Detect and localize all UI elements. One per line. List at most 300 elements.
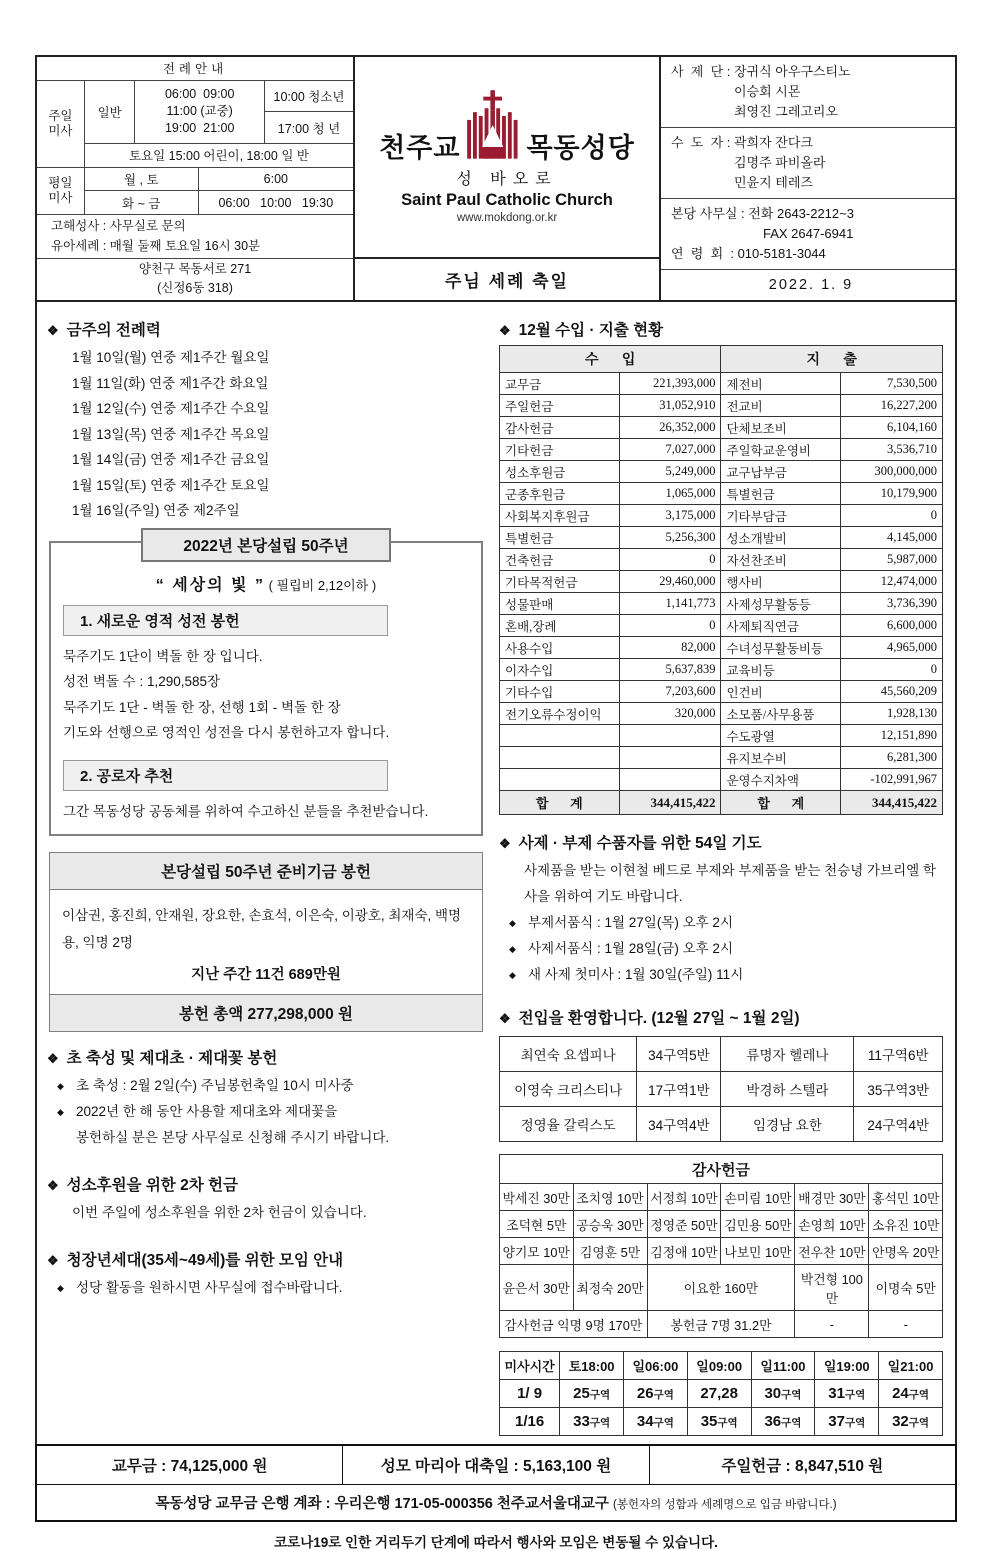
mass-schedule-table: [37, 57, 353, 300]
young-adult-mass-time: 17:00 청 년: [264, 112, 353, 144]
amount-cell: 0: [619, 549, 721, 571]
church-logo-area: [355, 57, 659, 257]
office-phone-row: [671, 204, 951, 224]
thanks-title: 감사헌금: [500, 1155, 943, 1184]
finance-section-heading: [499, 318, 943, 340]
church-website: www.mokdong.or.kr: [456, 212, 558, 224]
amount-cell: 300,000,000: [841, 461, 943, 483]
region-suffix: 구역: [589, 1417, 611, 1429]
account-name-cell: [500, 769, 620, 791]
mass-region-column-header: 일09:00: [687, 1352, 751, 1380]
finance-row: [500, 395, 943, 417]
item-diamond-icon: ◆: [57, 1107, 64, 1117]
mass-region-table: [499, 1351, 943, 1436]
anniversary-sec1-body: [63, 644, 469, 746]
patron-name: 성 바오로: [456, 171, 558, 188]
bank-account-info: 목동성당 교무금 은행 계좌 : 우리은행 171-05-000356 천주교서울대교구: [155, 1496, 613, 1512]
section-diamond-icon: ❖: [499, 836, 511, 851]
amount-cell: 12,474,000: [841, 571, 943, 593]
donor-cell: 홍석민 10만: [869, 1184, 943, 1211]
anniversary-line: 묵주기도 1단이 벽돌 한 장 입니다.: [63, 648, 263, 664]
left-column: [37, 306, 495, 1436]
welcome-row: [500, 1037, 943, 1072]
finance-header-row: [500, 346, 943, 373]
sunday-offering-amount: 주일헌금 : 8,847,510 원: [721, 1458, 884, 1475]
yeonryeong-row: [671, 244, 951, 264]
amount-cell: 45,560,209: [841, 681, 943, 703]
region-number: 36: [764, 1413, 782, 1430]
office-label: 본당 사무실 :: [671, 206, 749, 221]
anniversary-line: 묵주기도 1단 - 벽돌 한 장, 선행 1회 - 벽돌 한 장: [63, 699, 341, 715]
member-name-cell: 류명자 헬레나: [721, 1037, 854, 1072]
amount-cell: 6,600,000: [841, 615, 943, 637]
priests-list: [734, 62, 851, 122]
amount-cell: 4,145,000: [841, 527, 943, 549]
anniversary-box: [49, 537, 483, 837]
donor-cell: 이요한 160만: [647, 1265, 795, 1311]
fund-donor-names: 이삼권, 홍진희, 안재원, 장요한, 손효석, 이은숙, 이광호, 최재숙, 백명용, 익명 2명: [62, 908, 462, 950]
mon-sat-time: 6:00: [198, 167, 353, 191]
account-name-cell: 특별헌금: [721, 483, 841, 505]
income-total-amount: 344,415,422: [619, 791, 721, 815]
maria-feast-amount: 성모 마리아 대축일 : 5,163,100 원: [343, 1446, 649, 1484]
amount-cell: [619, 769, 721, 791]
liturgy-item: 1월 11일(화) 연중 제1주간 화요일: [72, 375, 269, 391]
bullet-line: [47, 1275, 487, 1301]
amount-cell: -102,991,967: [841, 769, 943, 791]
account-name-cell: 기타헌금: [500, 439, 620, 461]
church-logo-row: [379, 89, 635, 163]
bullet-line: [47, 1073, 487, 1099]
account-name-cell: 이자수입: [500, 659, 620, 681]
region-cell: [751, 1380, 815, 1408]
mass-table-title: 전례안내: [37, 57, 353, 80]
priest-name: 장귀식 아우구스티노: [733, 64, 851, 79]
account-name-cell: 성물판매: [500, 593, 620, 615]
quote-text: “ 세상의 빛 ”: [155, 576, 265, 594]
amount-cell: 29,460,000: [619, 571, 721, 593]
finance-row: [500, 769, 943, 791]
header: [35, 55, 957, 302]
income-total-label: 합 계: [500, 791, 620, 815]
amount-cell: 3,536,710: [841, 439, 943, 461]
gyomugeum-amount: 교무금 : 74,125,000 원: [37, 1446, 343, 1484]
amount-cell: 0: [841, 505, 943, 527]
finance-row: [500, 505, 943, 527]
donor-cell: 안명옥 20만: [869, 1238, 943, 1265]
region-suffix: 구역: [717, 1417, 738, 1429]
thanks-row: [500, 1184, 943, 1211]
bullet-text: 부제서품식 : 1월 27일(목) 오후 2시: [528, 915, 733, 930]
yeonryeong-phone: 010-5181-3044: [737, 246, 826, 261]
account-name-cell: 감사헌금: [500, 417, 620, 439]
account-name-cell: 사제퇴직연금: [721, 615, 841, 637]
account-name-cell: 사제성무활동등: [721, 593, 841, 615]
weekday-mass-label: 평일 미사: [37, 167, 84, 214]
member-name-cell: 최연숙 요셉피나: [500, 1037, 637, 1072]
item-diamond-icon: ◆: [509, 918, 516, 928]
member-name-cell: 임경남 요한: [721, 1107, 854, 1142]
account-name-cell: 수도광열: [721, 725, 841, 747]
religious-name: 김명주 파비올라: [733, 155, 826, 170]
finance-row: [500, 681, 943, 703]
account-name-cell: 교육비등: [721, 659, 841, 681]
region-number: 35: [700, 1413, 718, 1430]
quote-reference: ( 필립비 2,12이하 ): [268, 577, 377, 593]
region-number: 33: [573, 1413, 590, 1430]
account-name-cell: 제전비: [721, 373, 841, 395]
section-diamond-icon: ❖: [499, 1011, 511, 1026]
finance-title: 12월 수입 · 지출 현황: [518, 322, 664, 339]
amount-cell: 0: [619, 615, 721, 637]
church-logo-icon: [462, 89, 524, 165]
logo-text-right: 목동성당: [526, 133, 635, 163]
bullet-text: 2022년 한 해 동안 사용할 제대초와 제대꽃을: [76, 1104, 338, 1119]
liturgy-title: 금주의 전례력: [66, 322, 161, 339]
mass-region-column-header: 일11:00: [751, 1352, 815, 1380]
account-name-cell: 교구납부금: [721, 461, 841, 483]
young-adults-heading: [47, 1248, 487, 1270]
donor-cell: 배경만 30만: [795, 1184, 869, 1211]
finance-row: [500, 549, 943, 571]
amount-cell: [619, 747, 721, 769]
region-suffix: 구역: [844, 1389, 866, 1401]
bullet-line: [47, 1099, 487, 1125]
office-block: [661, 199, 955, 270]
expense-column-header: 지 출: [721, 346, 943, 373]
anniversary-quote: [63, 572, 469, 595]
body: [35, 302, 957, 1444]
region-number: 25: [573, 1385, 590, 1402]
amount-cell: 6,281,300: [841, 747, 943, 769]
finance-row: [500, 483, 943, 505]
mass-region-column-header: 토18:00: [560, 1352, 624, 1380]
donor-cell: 손영희 10만: [795, 1211, 869, 1238]
office-phone: 전화 2643-2212~3: [748, 206, 854, 221]
donor-cell: 소유진 10만: [869, 1211, 943, 1238]
welcome-title: 전입을 환영합니다. (12월 27일 ~ 1월 2일): [518, 1010, 800, 1027]
donor-cell: 박세진 30만: [500, 1184, 574, 1211]
liturgy-section-heading: [47, 318, 487, 340]
thanks-row: [500, 1311, 943, 1338]
thanks-title-row: [500, 1155, 943, 1184]
expense-total-label: 합 계: [721, 791, 841, 815]
date-cell: 1/16: [500, 1408, 560, 1436]
account-name-cell: 기타목적헌금: [500, 571, 620, 593]
donor-cell: 김영훈 5만: [573, 1238, 647, 1265]
youth-mass-time: 10:00 청소년: [264, 80, 353, 112]
fund-box: [49, 852, 483, 1032]
yeonryeong-label: 연 령 회 :: [671, 246, 738, 261]
region-suffix: 구역: [844, 1417, 866, 1429]
finance-row: [500, 417, 943, 439]
bank-account-note: (봉헌자의 성함과 세례명으로 입금 바랍니다.): [612, 1499, 837, 1511]
region-number: 26: [636, 1385, 654, 1402]
account-name-cell: 기타수입: [500, 681, 620, 703]
finance-row: [500, 659, 943, 681]
mass-region-row: [500, 1408, 943, 1436]
finance-table: [499, 345, 943, 815]
anniversary-title: 2022년 본당설립 50주년: [141, 528, 391, 562]
bullet-line: [47, 1125, 487, 1151]
office-fax: FAX 2647-6941: [763, 226, 854, 241]
item-diamond-icon: ◆: [509, 944, 516, 954]
region-cell: 34구역5반: [637, 1037, 721, 1072]
finance-row: [500, 725, 943, 747]
region-suffix: 구역: [653, 1417, 674, 1429]
thanks-row: [500, 1265, 943, 1311]
account-name-cell: 행사비: [721, 571, 841, 593]
region-cell: [879, 1380, 943, 1408]
second-collection-body: 이번 주일에 성소후원을 위한 2차 헌금이 있습니다.: [72, 1205, 367, 1220]
income-column-header: 수 입: [500, 346, 721, 373]
region-number: 32: [892, 1413, 909, 1430]
religious-list: [734, 133, 826, 193]
amount-cell: 7,027,000: [619, 439, 721, 461]
mon-sat-label: 월 , 토: [84, 167, 198, 191]
region-suffix: 구역: [653, 1389, 674, 1401]
account-name-cell: 사용수입: [500, 637, 620, 659]
region-suffix: 구역: [908, 1389, 930, 1401]
feast-title: 주님 세례 축일: [355, 257, 659, 300]
finance-row: [500, 571, 943, 593]
finance-row: [500, 461, 943, 483]
amount-cell: 12,151,890: [841, 725, 943, 747]
account-name-cell: 성소개발비: [721, 527, 841, 549]
region-number: 34: [636, 1413, 654, 1430]
prayer54-heading: [499, 831, 943, 853]
tue-fri-label: 화 ~ 금: [84, 191, 198, 215]
saturday-mass-row: 토요일 15:00 어린이, 18:00 일 반: [84, 144, 353, 168]
amount-cell: 3,175,000: [619, 505, 721, 527]
amount-cell: 1,141,773: [619, 593, 721, 615]
finance-row: [500, 593, 943, 615]
account-name-cell: 인건비: [721, 681, 841, 703]
donor-cell: 손미림 10만: [721, 1184, 795, 1211]
donor-cell: 서정희 10만: [647, 1184, 721, 1211]
amount-cell: 10,179,900: [841, 483, 943, 505]
fund-title: 본당설립 50주년 준비기금 봉헌: [50, 853, 482, 890]
donor-cell: 나보민 10만: [721, 1238, 795, 1265]
candle-title: 초 축성 및 제대초 · 제대꽃 봉헌: [66, 1050, 278, 1067]
fund-total: 봉헌 총액 277,298,000 원: [50, 994, 482, 1031]
member-name-cell: 정영율 갈릭스도: [500, 1107, 637, 1142]
finance-row: [500, 373, 943, 395]
region-number: 30: [764, 1385, 782, 1402]
amount-cell: 320,000: [619, 703, 721, 725]
amount-cell: 7,203,600: [619, 681, 721, 703]
region-cell: 24구역4반: [854, 1107, 943, 1142]
donor-cell: 조치영 10만: [573, 1184, 647, 1211]
finance-row: [500, 747, 943, 769]
finance-row: [500, 439, 943, 461]
amount-cell: 7,530,500: [841, 373, 943, 395]
section-diamond-icon: ❖: [499, 323, 511, 338]
footer-amounts-row: [37, 1446, 955, 1484]
bullet-text: 봉헌하실 분은 본당 사무실로 신청해 주시기 바랍니다.: [76, 1130, 390, 1145]
region-cell: [815, 1408, 879, 1436]
finance-row: [500, 637, 943, 659]
footer-summary-box: [35, 1444, 957, 1522]
amount-cell: 4,965,000: [841, 637, 943, 659]
amount-cell: 16,227,200: [841, 395, 943, 417]
finance-row: [500, 527, 943, 549]
region-suffix: 구역: [589, 1389, 611, 1401]
account-name-cell: 주일헌금: [500, 395, 620, 417]
donor-cell: 이명숙 5만: [869, 1265, 943, 1311]
amount-cell: 0: [841, 659, 943, 681]
prayer54-title: 사제 · 부제 수품자를 위한 54일 기도: [518, 835, 762, 852]
young-adults-list: [47, 1275, 487, 1301]
thanks-row: [500, 1211, 943, 1238]
member-name-cell: 박경하 스텔라: [721, 1072, 854, 1107]
second-collection-heading: [47, 1173, 487, 1195]
account-name-cell: 주일학교운영비: [721, 439, 841, 461]
confession-baptism-cell: 고해성사 : 사무실로 문의 유아세례 : 매월 둘째 토요일 16시 30분: [37, 214, 353, 258]
bullet-text: 초 축성 : 2월 2일(수) 주님봉헌축일 10시 미사중: [76, 1078, 354, 1093]
section-diamond-icon: ❖: [47, 1178, 59, 1193]
amount-cell: 5,637,839: [619, 659, 721, 681]
mass-region-column-header: 미사시간: [500, 1352, 560, 1380]
prayer54-body: 사제품을 받는 이현철 베드로 부제와 부제품을 받는 천승녕 가브리엘 학사을 위하여 기도 바랍니다.: [524, 863, 936, 904]
religious-name: 곽희자 잔다크: [733, 135, 813, 150]
amount-cell: 1,928,130: [841, 703, 943, 725]
donor-cell: 전우찬 10만: [795, 1238, 869, 1265]
amount-cell: [619, 725, 721, 747]
bullet-text: 사제서품식 : 1월 28일(금) 오후 2시: [528, 941, 733, 956]
donor-cell: 정영준 50만: [647, 1211, 721, 1238]
mass-region-column-header: 일19:00: [815, 1352, 879, 1380]
account-name-cell: 군종후원금: [500, 483, 620, 505]
donor-cell: 공승욱 30만: [573, 1211, 647, 1238]
region-cell: [687, 1408, 751, 1436]
donor-cell: -: [795, 1311, 869, 1338]
second-collection-title: 성소후원을 위한 2차 헌금: [66, 1177, 238, 1194]
amount-cell: 5,256,300: [619, 527, 721, 549]
account-name-cell: 소모품/사무용품: [721, 703, 841, 725]
region-cell: 35구역3반: [854, 1072, 943, 1107]
bank-account-row: [37, 1484, 955, 1520]
donor-cell: 봉헌금 7명 31.2만: [647, 1311, 795, 1338]
account-name-cell: 혼배,장례: [500, 615, 620, 637]
indent-spacer: [57, 1125, 71, 1151]
account-name-cell: [500, 725, 620, 747]
church-identity-panel: [355, 57, 661, 300]
bullet-line: [499, 910, 943, 936]
welcome-table: [499, 1036, 943, 1142]
thanks-offering-table: [499, 1154, 943, 1338]
right-column: [495, 306, 955, 1436]
item-diamond-icon: ◆: [57, 1283, 64, 1293]
region-cell: [879, 1408, 943, 1436]
region-number: 31: [828, 1385, 845, 1402]
bullet-line: [499, 962, 943, 988]
section-diamond-icon: ❖: [47, 1253, 59, 1268]
liturgy-list: [47, 345, 487, 524]
anniversary-sec1-title: 1. 새로운 영적 성전 봉헌: [63, 605, 388, 636]
region-cell: 27,28: [687, 1380, 751, 1408]
bulletin-date: 2022. 1. 9: [768, 277, 854, 293]
general-mass-times: 06:00 09:00 11:00 (교중) 19:00 21:00: [135, 80, 265, 144]
account-name-cell: 전교비: [721, 395, 841, 417]
anniversary-sec2-body: 그간 목동성당 공동체를 위하여 수고하신 분들을 추천받습니다.: [63, 803, 429, 819]
candle-list: [47, 1073, 487, 1151]
region-cell: 34구역4반: [637, 1107, 721, 1142]
religious-name: 민윤지 테레즈: [733, 175, 813, 190]
account-name-cell: 기타부담금: [721, 505, 841, 527]
amount-cell: 3,736,390: [841, 593, 943, 615]
amount-cell: 1,065,000: [619, 483, 721, 505]
section-diamond-icon: ❖: [47, 323, 59, 338]
region-cell: 11구역6반: [854, 1037, 943, 1072]
account-name-cell: 성소후원금: [500, 461, 620, 483]
account-name-cell: 전기오류수정이익: [500, 703, 620, 725]
contacts-panel: [661, 57, 955, 300]
donor-cell: 윤은서 30만: [500, 1265, 574, 1311]
expense-total-amount: 344,415,422: [841, 791, 943, 815]
section-diamond-icon: ❖: [47, 1051, 59, 1066]
tue-fri-time: 06:00 10:00 19:30: [198, 191, 353, 215]
donor-cell: 조덕현 5만: [500, 1211, 574, 1238]
donor-cell: 양기모 10만: [500, 1238, 574, 1265]
region-suffix: 구역: [908, 1417, 930, 1429]
account-name-cell: 건축헌금: [500, 549, 620, 571]
young-adults-title: 청장년세대(35세~49세)를 위한 모임 안내: [66, 1252, 344, 1269]
candle-section-heading: [47, 1046, 487, 1068]
church-address: 양천구 목동서로 271 (신정6동 318): [37, 258, 353, 300]
account-name-cell: 특별헌금: [500, 527, 620, 549]
account-name-cell: 운영수지차액: [721, 769, 841, 791]
mass-schedule-panel: [37, 57, 355, 300]
liturgy-item: 1월 16일(주일) 연중 제2주일: [72, 503, 240, 518]
finance-row: [500, 703, 943, 725]
region-suffix: 구역: [781, 1389, 802, 1401]
liturgy-item: 1월 13일(목) 연중 제1주간 목요일: [72, 426, 270, 442]
bullet-line: [499, 936, 943, 962]
anniversary-sec2-title: 2. 공로자 추천: [63, 760, 388, 791]
religious-label: 수 도 자 :: [671, 135, 734, 150]
liturgy-item: 1월 14일(금) 연중 제1주간 금요일: [72, 452, 270, 467]
mass-region-row: [500, 1380, 943, 1408]
region-cell: [624, 1408, 688, 1436]
member-name-cell: 이영숙 크리스티나: [500, 1072, 637, 1107]
amount-cell: 6,104,160: [841, 417, 943, 439]
anniversary-line: 기도와 선행으로 영적인 성전을 다시 봉헌하고자 합니다.: [63, 725, 390, 740]
amount-cell: 221,393,000: [619, 373, 721, 395]
priest-name: 이승회 시몬: [733, 84, 801, 99]
region-cell: [624, 1380, 688, 1408]
date-cell: 1/ 9: [500, 1380, 560, 1408]
donor-cell: -: [869, 1311, 943, 1338]
account-name-cell: [500, 747, 620, 769]
prayer54-list: [499, 910, 943, 988]
account-name-cell: 수녀성무활동비등: [721, 637, 841, 659]
amount-cell: 5,987,000: [841, 549, 943, 571]
mass-region-column-header: 일21:00: [879, 1352, 943, 1380]
region-cell: [751, 1408, 815, 1436]
liturgy-item: 1월 15일(토) 연중 제1주간 토요일: [72, 477, 270, 493]
fund-week-summary: 지난 주간 11건 689만원: [191, 967, 341, 983]
account-name-cell: 단체보조비: [721, 417, 841, 439]
religious-block: [661, 128, 955, 199]
general-mass-label: 일반: [84, 80, 135, 144]
region-cell: [560, 1408, 624, 1436]
region-cell: [815, 1380, 879, 1408]
welcome-heading: [499, 1006, 943, 1028]
account-name-cell: 유지보수비: [721, 747, 841, 769]
finance-total-row: [500, 791, 943, 815]
donor-cell: 감사헌금 익명 9명 170만: [500, 1311, 648, 1338]
